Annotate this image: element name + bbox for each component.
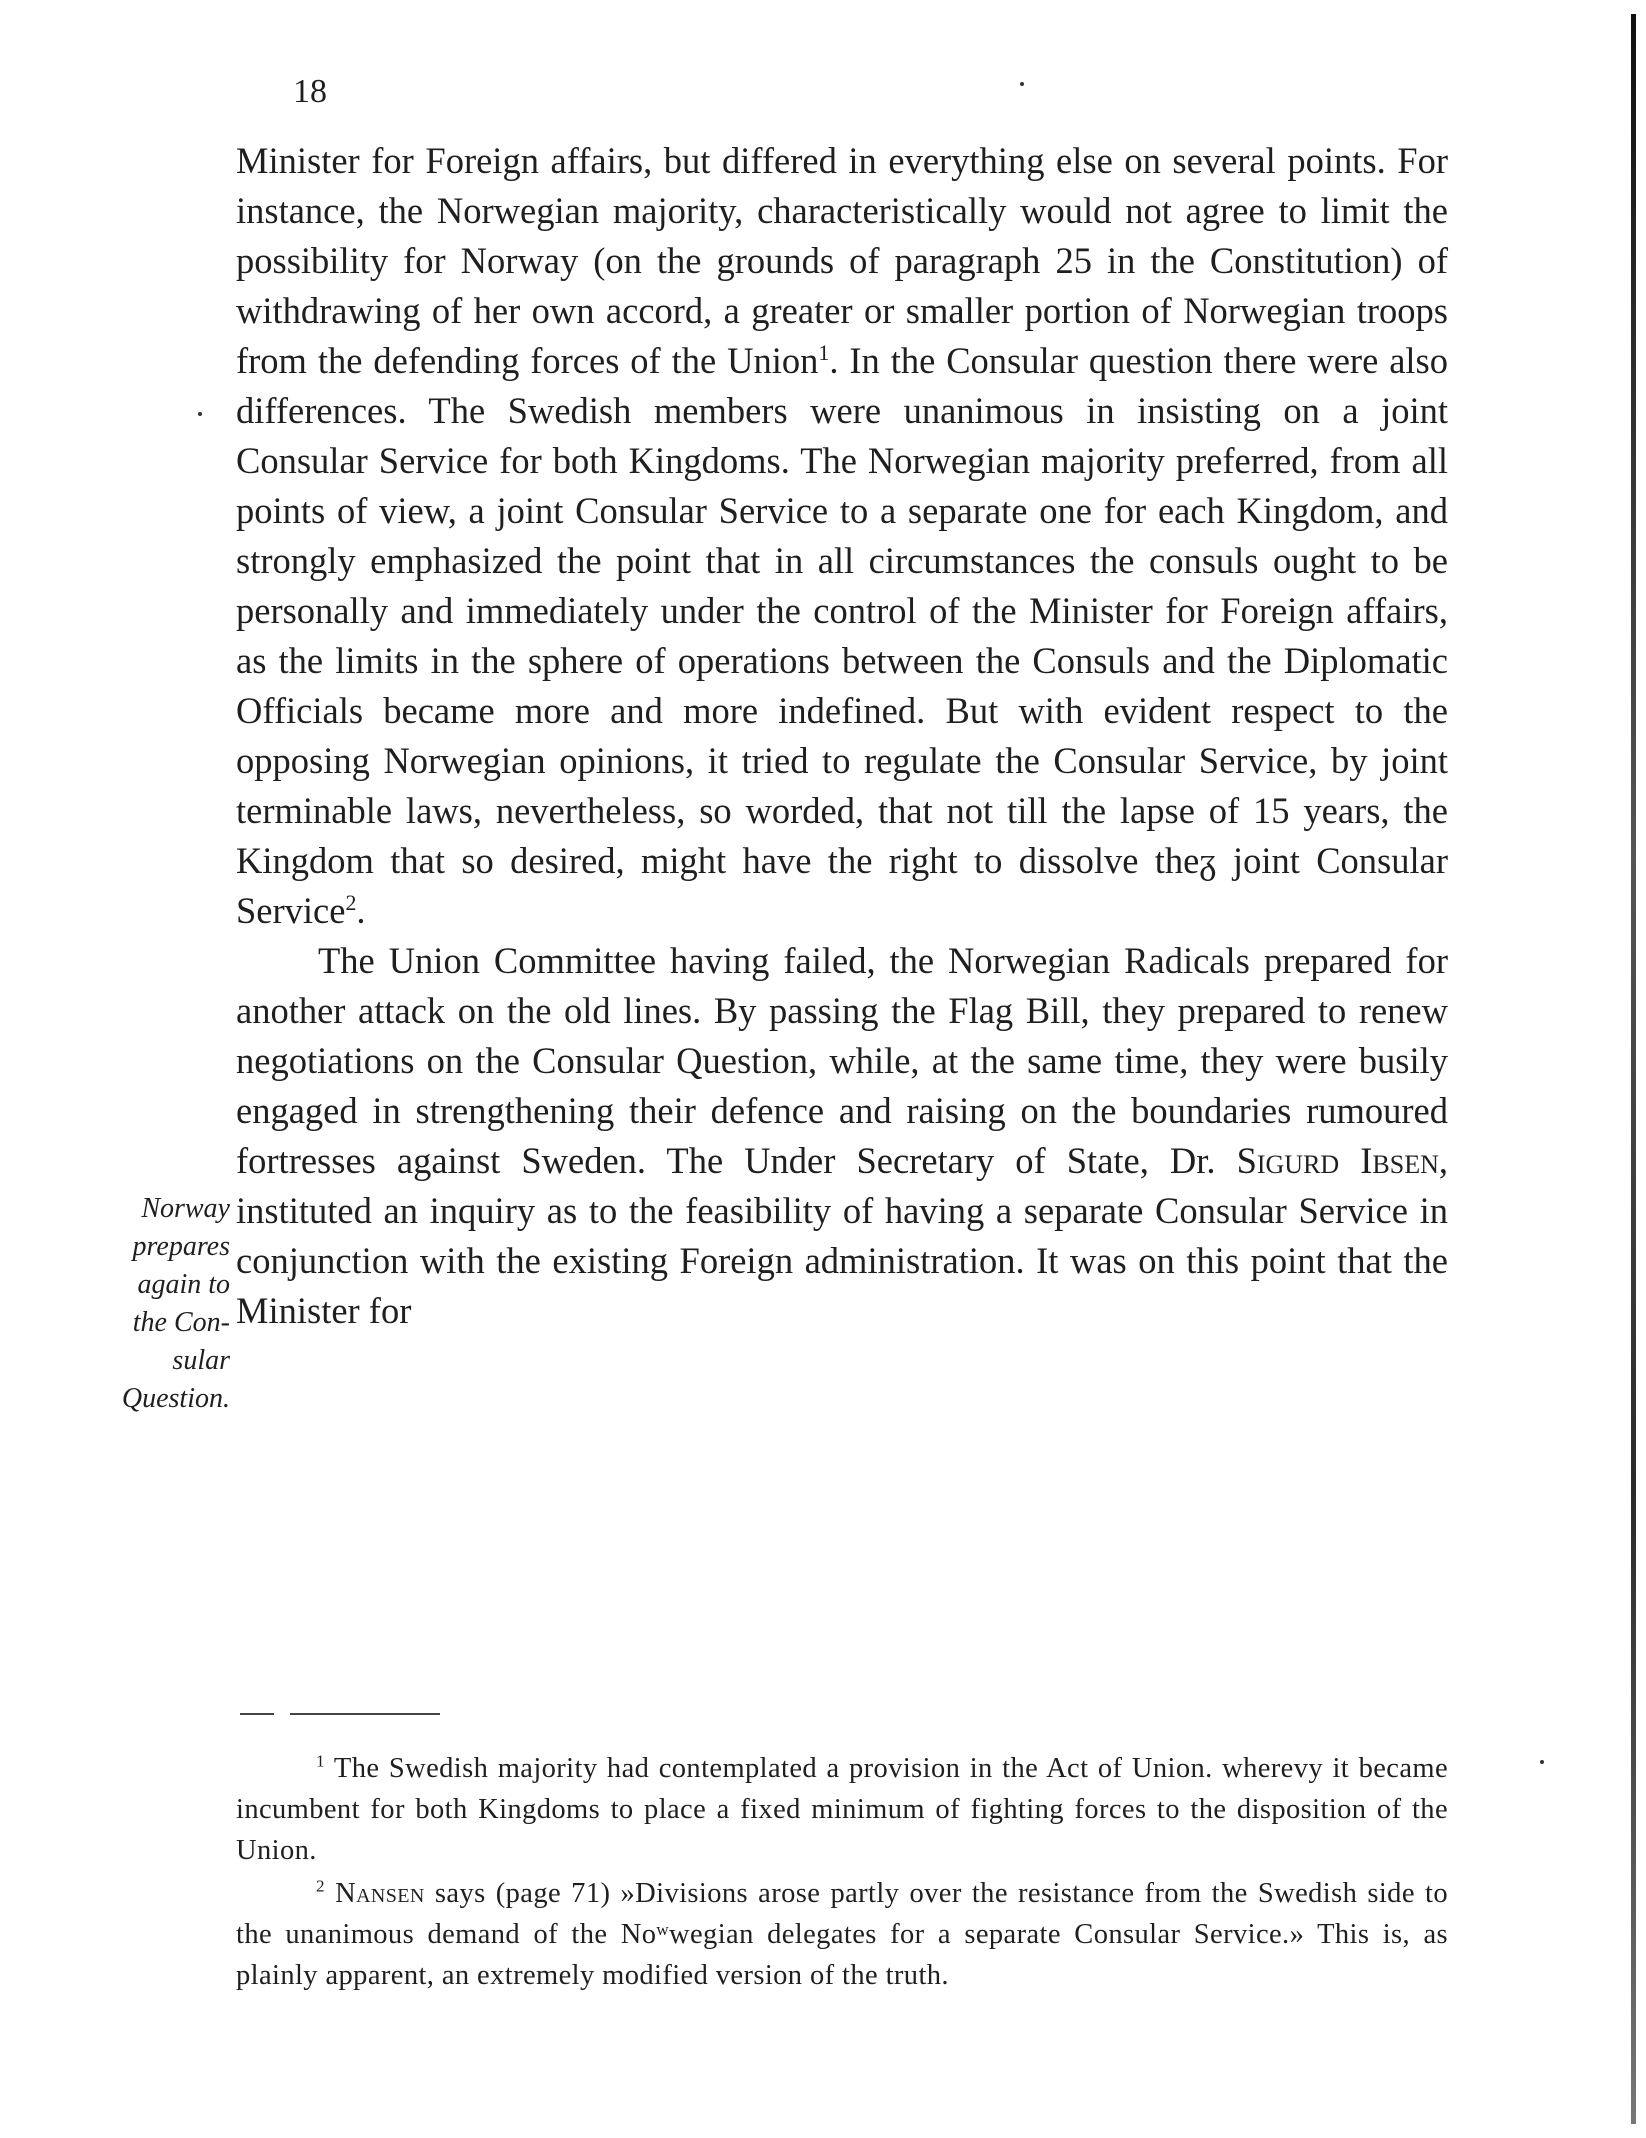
margin-note-line: again to [137,1269,230,1300]
paragraph-2 [236,936,1448,1336]
ink-speck [1540,1760,1544,1764]
paragraph-1-part-a: Minister for Foreign affairs, but differed in everything else on several points. For instance, the Norwegian majority, characteristically would not agree to limit the possibility for Norway (on the grounds of paragraph 25 in the Constitution) of withdrawing of her own accord, a greater or smaller portion of Norwegian troops from the defending forces of the Union [236,140,1448,381]
footnote-separator [290,1713,440,1715]
paragraph-1-part-c: joint Consular Service [236,840,1449,931]
footnote-2 [236,1873,1448,1996]
paragraph-2-part-b: , instituted an inquiry as to the feasibility of having a separate Consular Service in conjunction with the existing Foreign administration. It was on this point that the Minister for [236,1140,1448,1331]
margin-note-line: Norway [141,1193,230,1224]
footnote-1 [236,1748,1448,1871]
footnotes [236,1748,1448,1998]
stray-mark: ᵹ [1199,840,1217,881]
margin-note-line: prepares [132,1231,230,1262]
ink-speck [198,412,202,416]
footnote-1-marker: 1 [316,1751,325,1771]
footnote-2-marker: 2 [316,1876,325,1896]
paragraph-1 [236,136,1448,936]
footnote-ref-2: 2 [345,889,357,915]
page-edge-shadow [1631,14,1636,2124]
page-number: 18 [293,73,327,110]
paragraph-2-part-a: The Union Committee having failed, the Norwegian Radicals prepared for another attack on the old lines. By passing the Flag Bill, they prepared to renew negotiations on the Consular Question, while, at the same time, they were busily engaged in strengthening their defence and raising on the boundaries rumoured fortresses against Sweden. The Under Secretary of State, Dr. [236,940,1448,1181]
paragraph-1-part-b: . In the Consular question there were also differences. The Swedish members were unanimous in insisting on a joint Consular Service for both Kingdoms. The Norwegian majority preferred, from all points of view, a joint Consular Service to a separate one for each Kingdom, and strongly emphasized the point that in all circumstances the consuls ought to be personally and immediately under the control of the Minister for Foreign affairs, as the limits in the sphere of operations between the Consuls and the Diplomatic Officials became more and more indefined. But with evident respect to the opposing Norwegian opinions, it tried to regulate the Consular Service, by joint terminable laws, nevertheless, so worded, that not till the lapse of 15 years, the Kingdom that so desired, might have the right to dissolve the [236,340,1448,881]
margin-note [70,1190,230,1418]
paragraph-1-end: . [356,890,366,931]
person-name: Sigurd Ibsen [1236,1140,1439,1181]
footnote-separator [240,1713,274,1715]
main-text [236,136,1448,1336]
margin-note-line: the Con- [132,1307,230,1338]
margin-note-line: sular [172,1345,230,1376]
ink-speck [1020,82,1024,86]
footnote-1-text: The Swedish majority had contemplated a provision in the Act of Union. wherevy it became incumbent for both Kingdoms to place a fixed minimum of fighting forces to the disposition of the Union. [236,1753,1448,1866]
footnote-ref-1: 1 [818,339,830,365]
footnote-2-text: says (page 71) »Divisions arose partly over the resistance from the Swedish side to the unanimous demand of the Noʷwegian delegates for a separate Consular Service.» This is, as plainly apparent, an extremely modified version of the truth. [236,1878,1448,1991]
margin-note-line: Question. [121,1383,230,1414]
footnote-2-name: Nansen [335,1878,425,1909]
